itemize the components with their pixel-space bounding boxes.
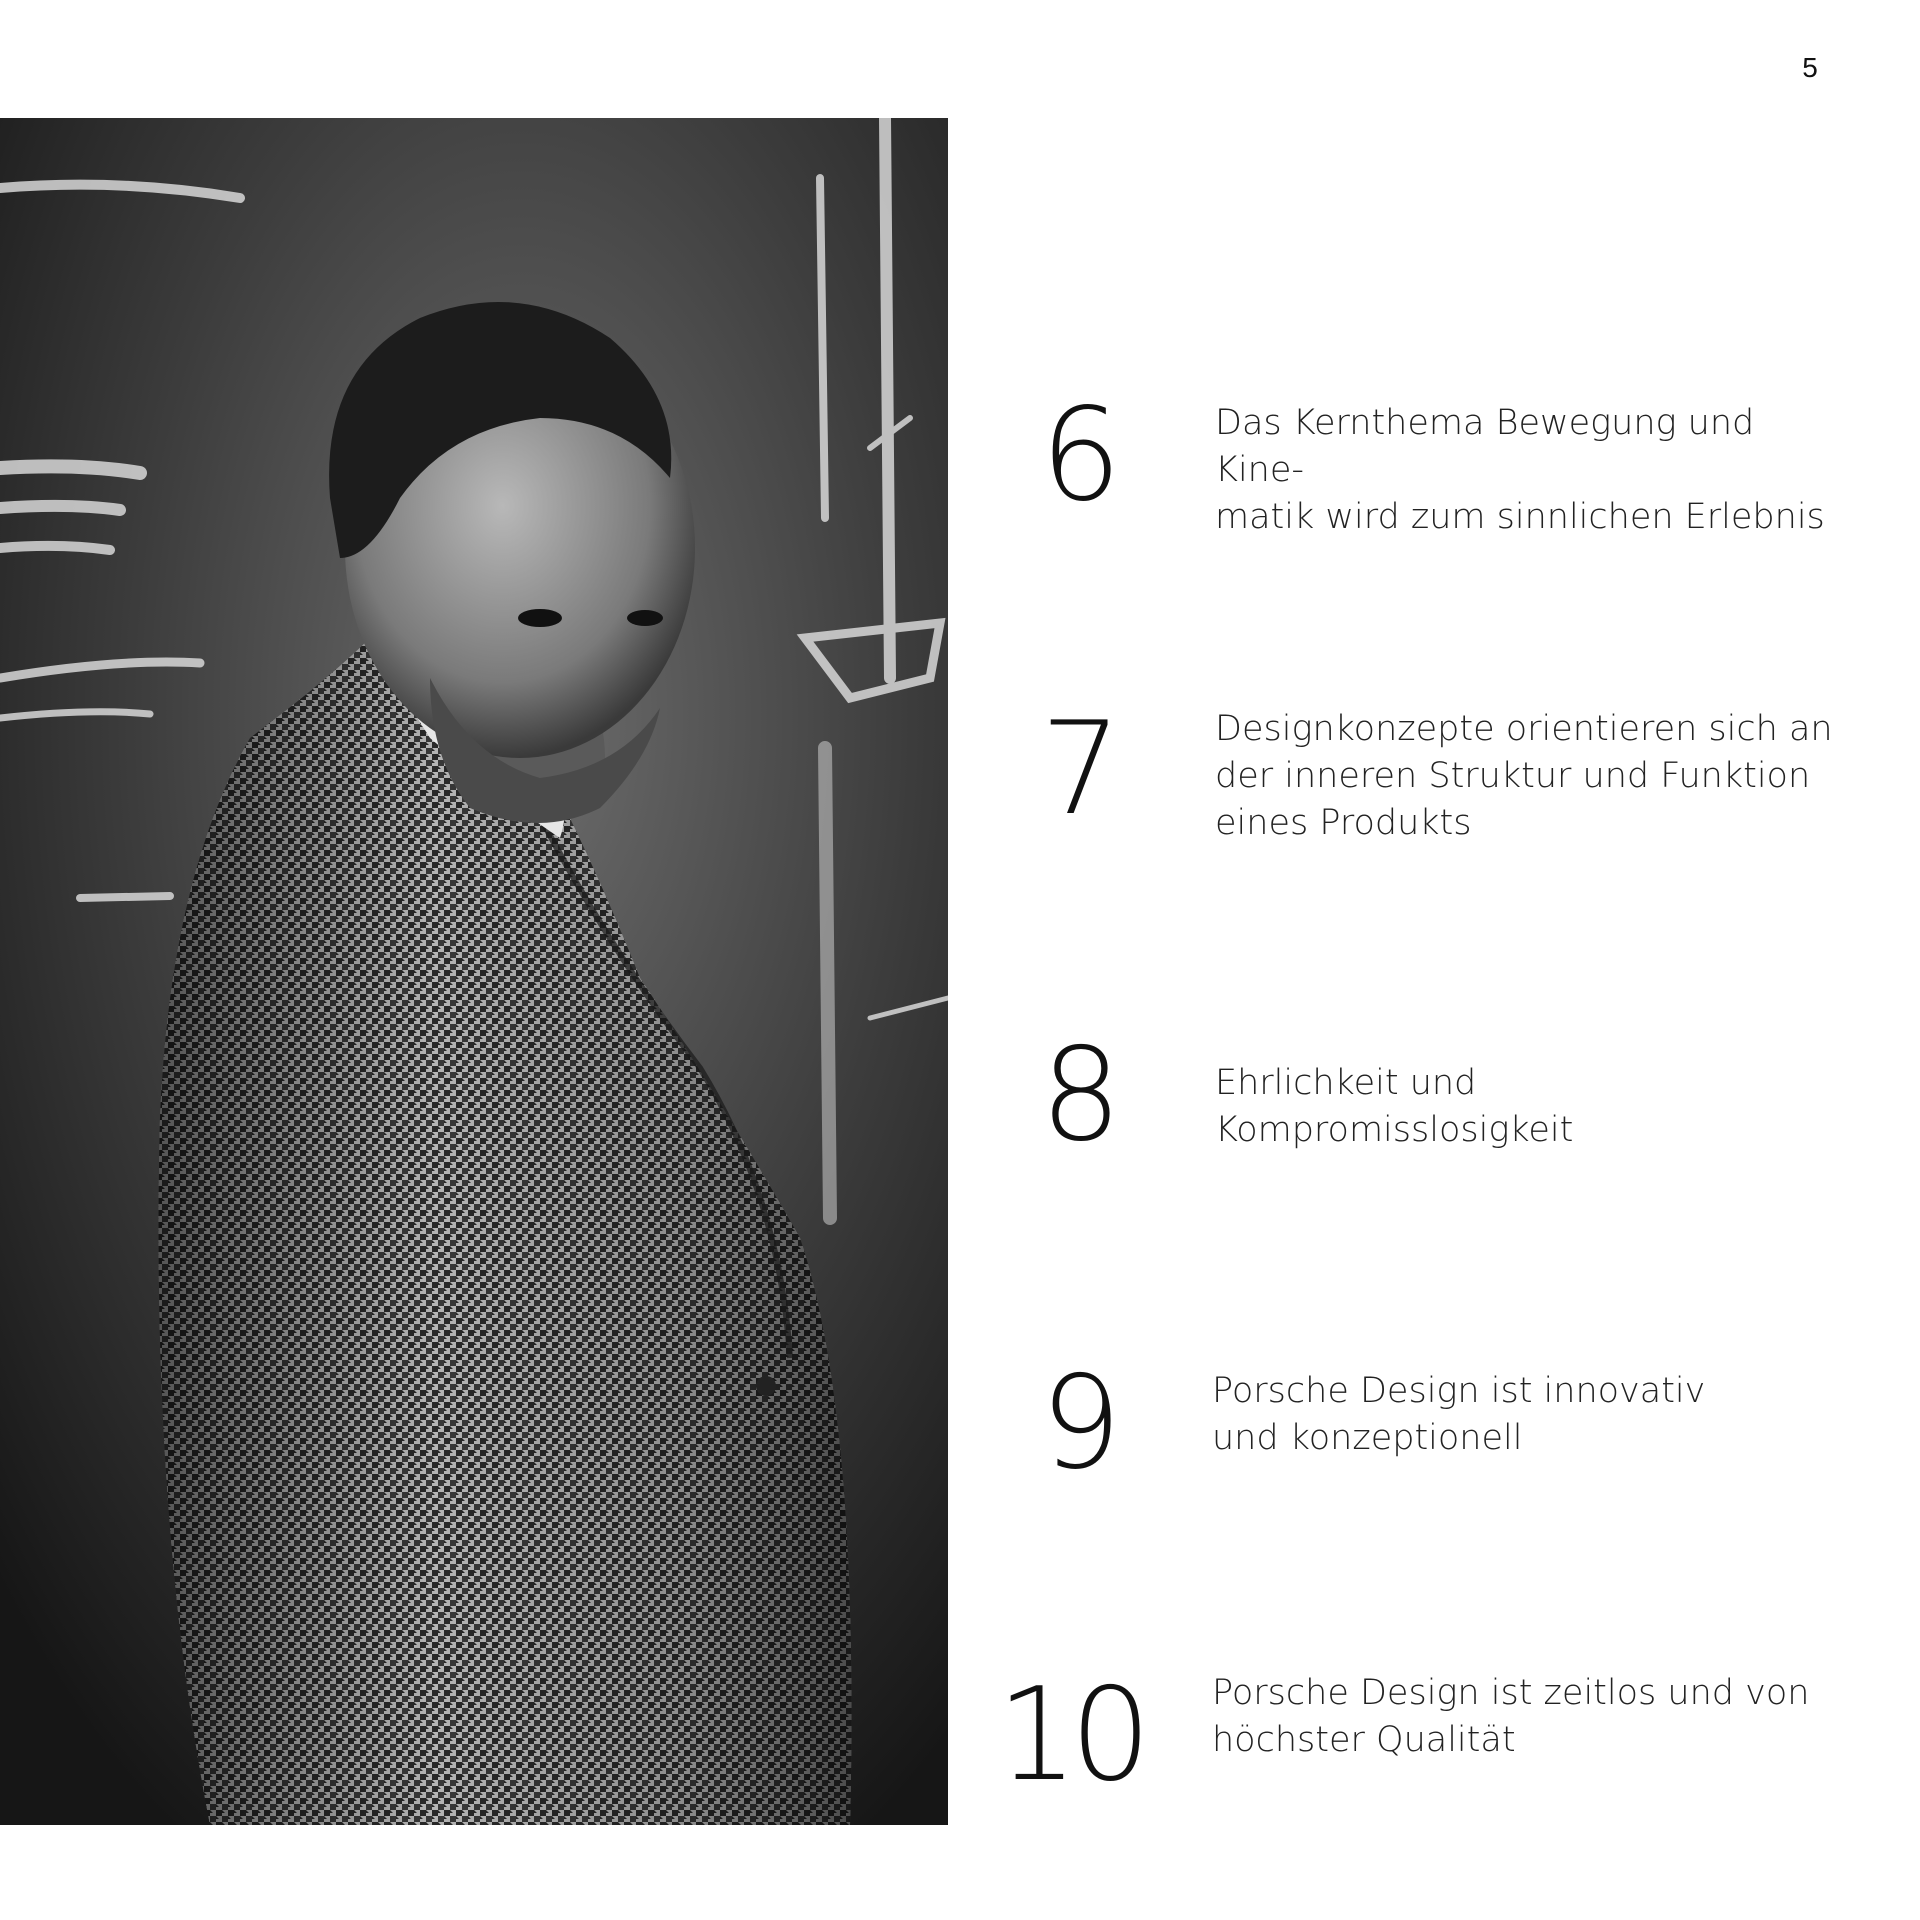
- portrait-photo-illustration: [0, 118, 948, 1825]
- page-number: 5: [1802, 52, 1818, 83]
- principle-number: 8: [1040, 1021, 1120, 1170]
- principle-item: [996, 1661, 1880, 1870]
- portrait-photo: [0, 118, 948, 1825]
- principle-number: 10: [996, 1661, 1144, 1810]
- principle-text: Das Kernthema Bewegung und Kine- matik wird zum sinnlichen Erlebnis: [1215, 403, 1825, 537]
- principle-number: 9: [1040, 1349, 1120, 1498]
- principle-number: 6: [1040, 381, 1120, 530]
- principle-item: [1000, 1021, 1880, 1240]
- principle-number: 7: [1040, 695, 1120, 844]
- principle-item: [1000, 381, 1880, 600]
- principle-item: [1000, 695, 1880, 906]
- principle-text: Porsche Design ist innovativ und konzeptionell: [1212, 1371, 1706, 1458]
- principle-text: Ehrlichkeit und Kompromisslosigkeit: [1215, 1063, 1574, 1150]
- principle-text: Porsche Design ist zeitlos und von höchster Qualität: [1212, 1673, 1810, 1760]
- principle-text: Designkonzepte orientieren sich an der inneren Struktur und Funktion eines Produkts: [1215, 709, 1833, 843]
- principle-item: [1000, 1349, 1880, 1568]
